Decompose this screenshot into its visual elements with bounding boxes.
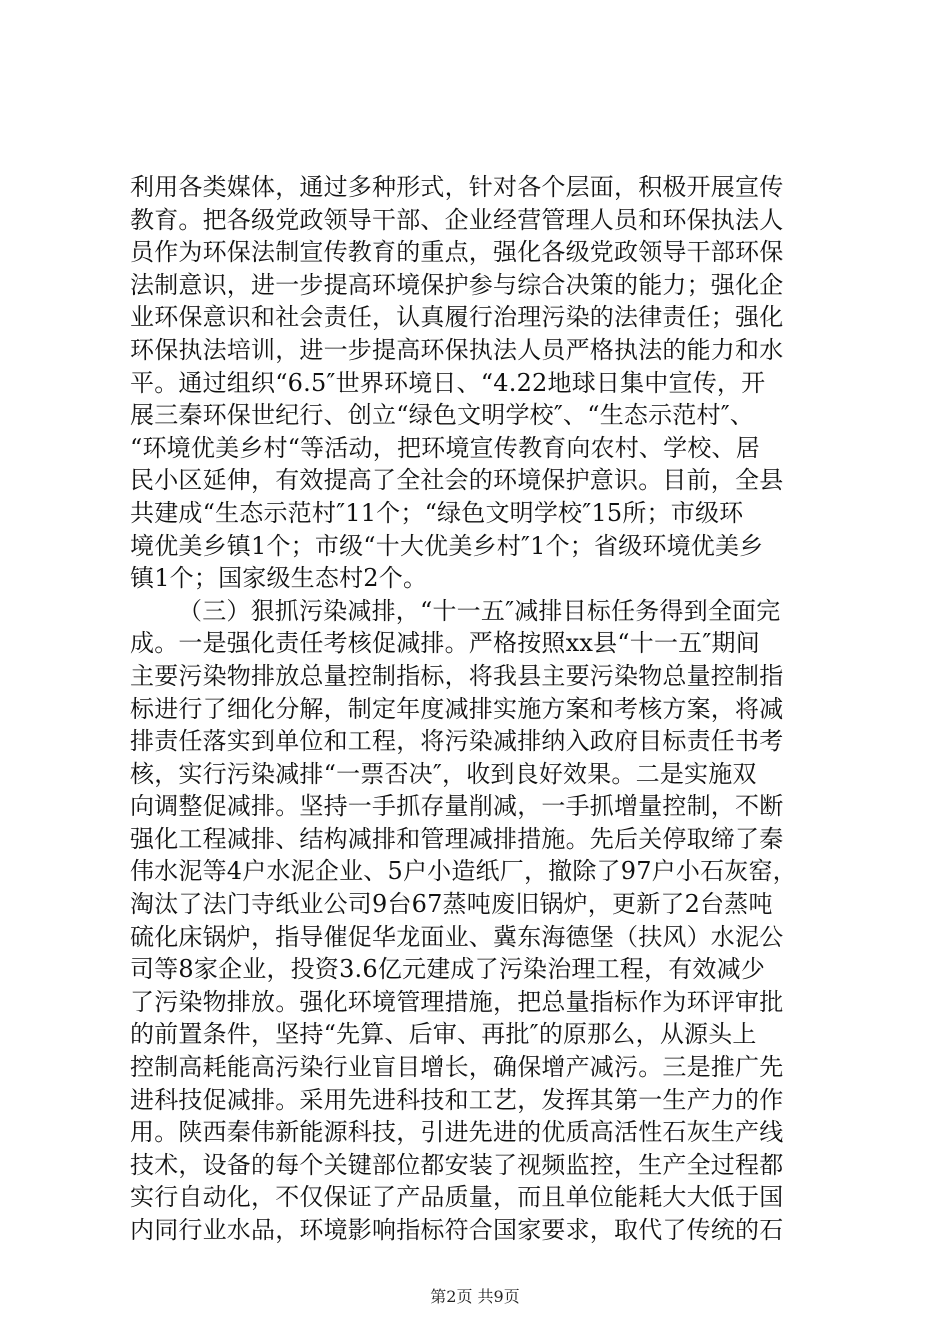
text-line: 共建成“生态示范村″11个；“绿色文明学校″15所；市级环	[130, 498, 744, 527]
text-line: 平。通过组织“6.5″世界环境日、“4.22地球日集中宣传，开	[130, 368, 766, 397]
text-line: 用。陕西秦伟新能源科技，引进先进的优质高活性石灰生产线	[130, 1118, 784, 1147]
text-line: 法制意识，进一步提高环境保护参与综合决策的能力；强化企	[130, 270, 784, 299]
text-line: 司等8家企业，投资3.6亿元建成了污染治理工程，有效减少	[130, 955, 766, 984]
text-line: 核，实行污染减排“一票否决″，收到良好效果。二是实施双	[130, 759, 757, 788]
text-line: 强化工程减排、结构减排和管理减排措施。先后关停取缔了秦	[130, 824, 784, 853]
body-text	[130, 171, 830, 1247]
text-line: 业环保意识和社会责任，认真履行治理污染的法律责任；强化	[130, 303, 784, 332]
text-line: 成。一是强化责任考核促减排。严格按照xx县“十一五″期间	[130, 629, 760, 658]
text-line: 淘汰了法门寺纸业公司9台67蒸吨废旧锅炉，更新了2台蒸吨	[130, 890, 773, 919]
text-line: 标进行了细化分解，制定年度减排实施方案和考核方案，将减	[130, 694, 784, 723]
text-line: 伟水泥等4户水泥企业、5户小造纸厂，撤除了97户小石灰窑，	[130, 857, 797, 886]
text-line: 硫化床锅炉，指导催促华龙面业、冀东海德堡（扶风）水泥公	[130, 922, 784, 951]
text-line: 向调整促减排。坚持一手抓存量削减，一手抓增量控制，不断	[130, 792, 784, 821]
text-line: 排责任落实到单位和工程，将污染减排纳入政府目标责任书考	[130, 727, 784, 756]
text-line: 员作为环保法制宣传教育的重点，强化各级党政领导干部环保	[130, 238, 784, 267]
text-line: 境优美乡镇1个；市级“十大优美乡村″1个；省级环境优美乡	[130, 531, 764, 560]
paragraph-start-line: （三）狠抓污染减排，“十一五″减排目标任务得到全面完	[178, 596, 781, 625]
text-line: 环保执法培训，进一步提高环保执法人员严格执法的能力和水	[130, 335, 784, 364]
text-line: 技术，设备的每个关键部位都安装了视频监控，生产全过程都	[130, 1150, 784, 1179]
text-line: 镇1个；国家级生态村2个。	[130, 564, 428, 593]
text-line: 进科技促减排。采用先进科技和工艺，发挥其第一生产力的作	[130, 1085, 784, 1114]
text-line: 内同行业水品，环境影响指标符合国家要求，取代了传统的石	[130, 1216, 784, 1244]
text-line: 民小区延伸，有效提高了全社会的环境保护意识。目前，全县	[130, 466, 784, 495]
text-line: 的前置条件，坚持“先算、后审、再批″的原那么，从源头上	[130, 1020, 757, 1049]
text-line: 了污染物排放。强化环境管理措施，把总量指标作为环评审批	[130, 987, 784, 1016]
text-line: 实行自动化，不仅保证了产品质量，而且单位能耗大大低于国	[130, 1183, 784, 1212]
page-number-footer: 第2页 共9页	[430, 1287, 520, 1306]
text-line: 主要污染物排放总量控制指标，将我县主要污染物总量控制指	[130, 661, 784, 690]
text-line: 利用各类媒体，通过多种形式，针对各个层面，积极开展宣传	[130, 173, 784, 201]
text-line: 教育。把各级党政领导干部、企业经营管理人员和环保执法人	[130, 205, 784, 234]
text-line: 展三秦环保世纪行、创立“绿色文明学校″、“生态示范村″、	[130, 401, 755, 430]
text-line: “环境优美乡村“等活动，把环境宣传教育向农村、学校、居	[130, 433, 760, 462]
text-line: 控制高耗能高污染行业盲目增长，确保增产减污。三是推广先	[130, 1053, 784, 1082]
